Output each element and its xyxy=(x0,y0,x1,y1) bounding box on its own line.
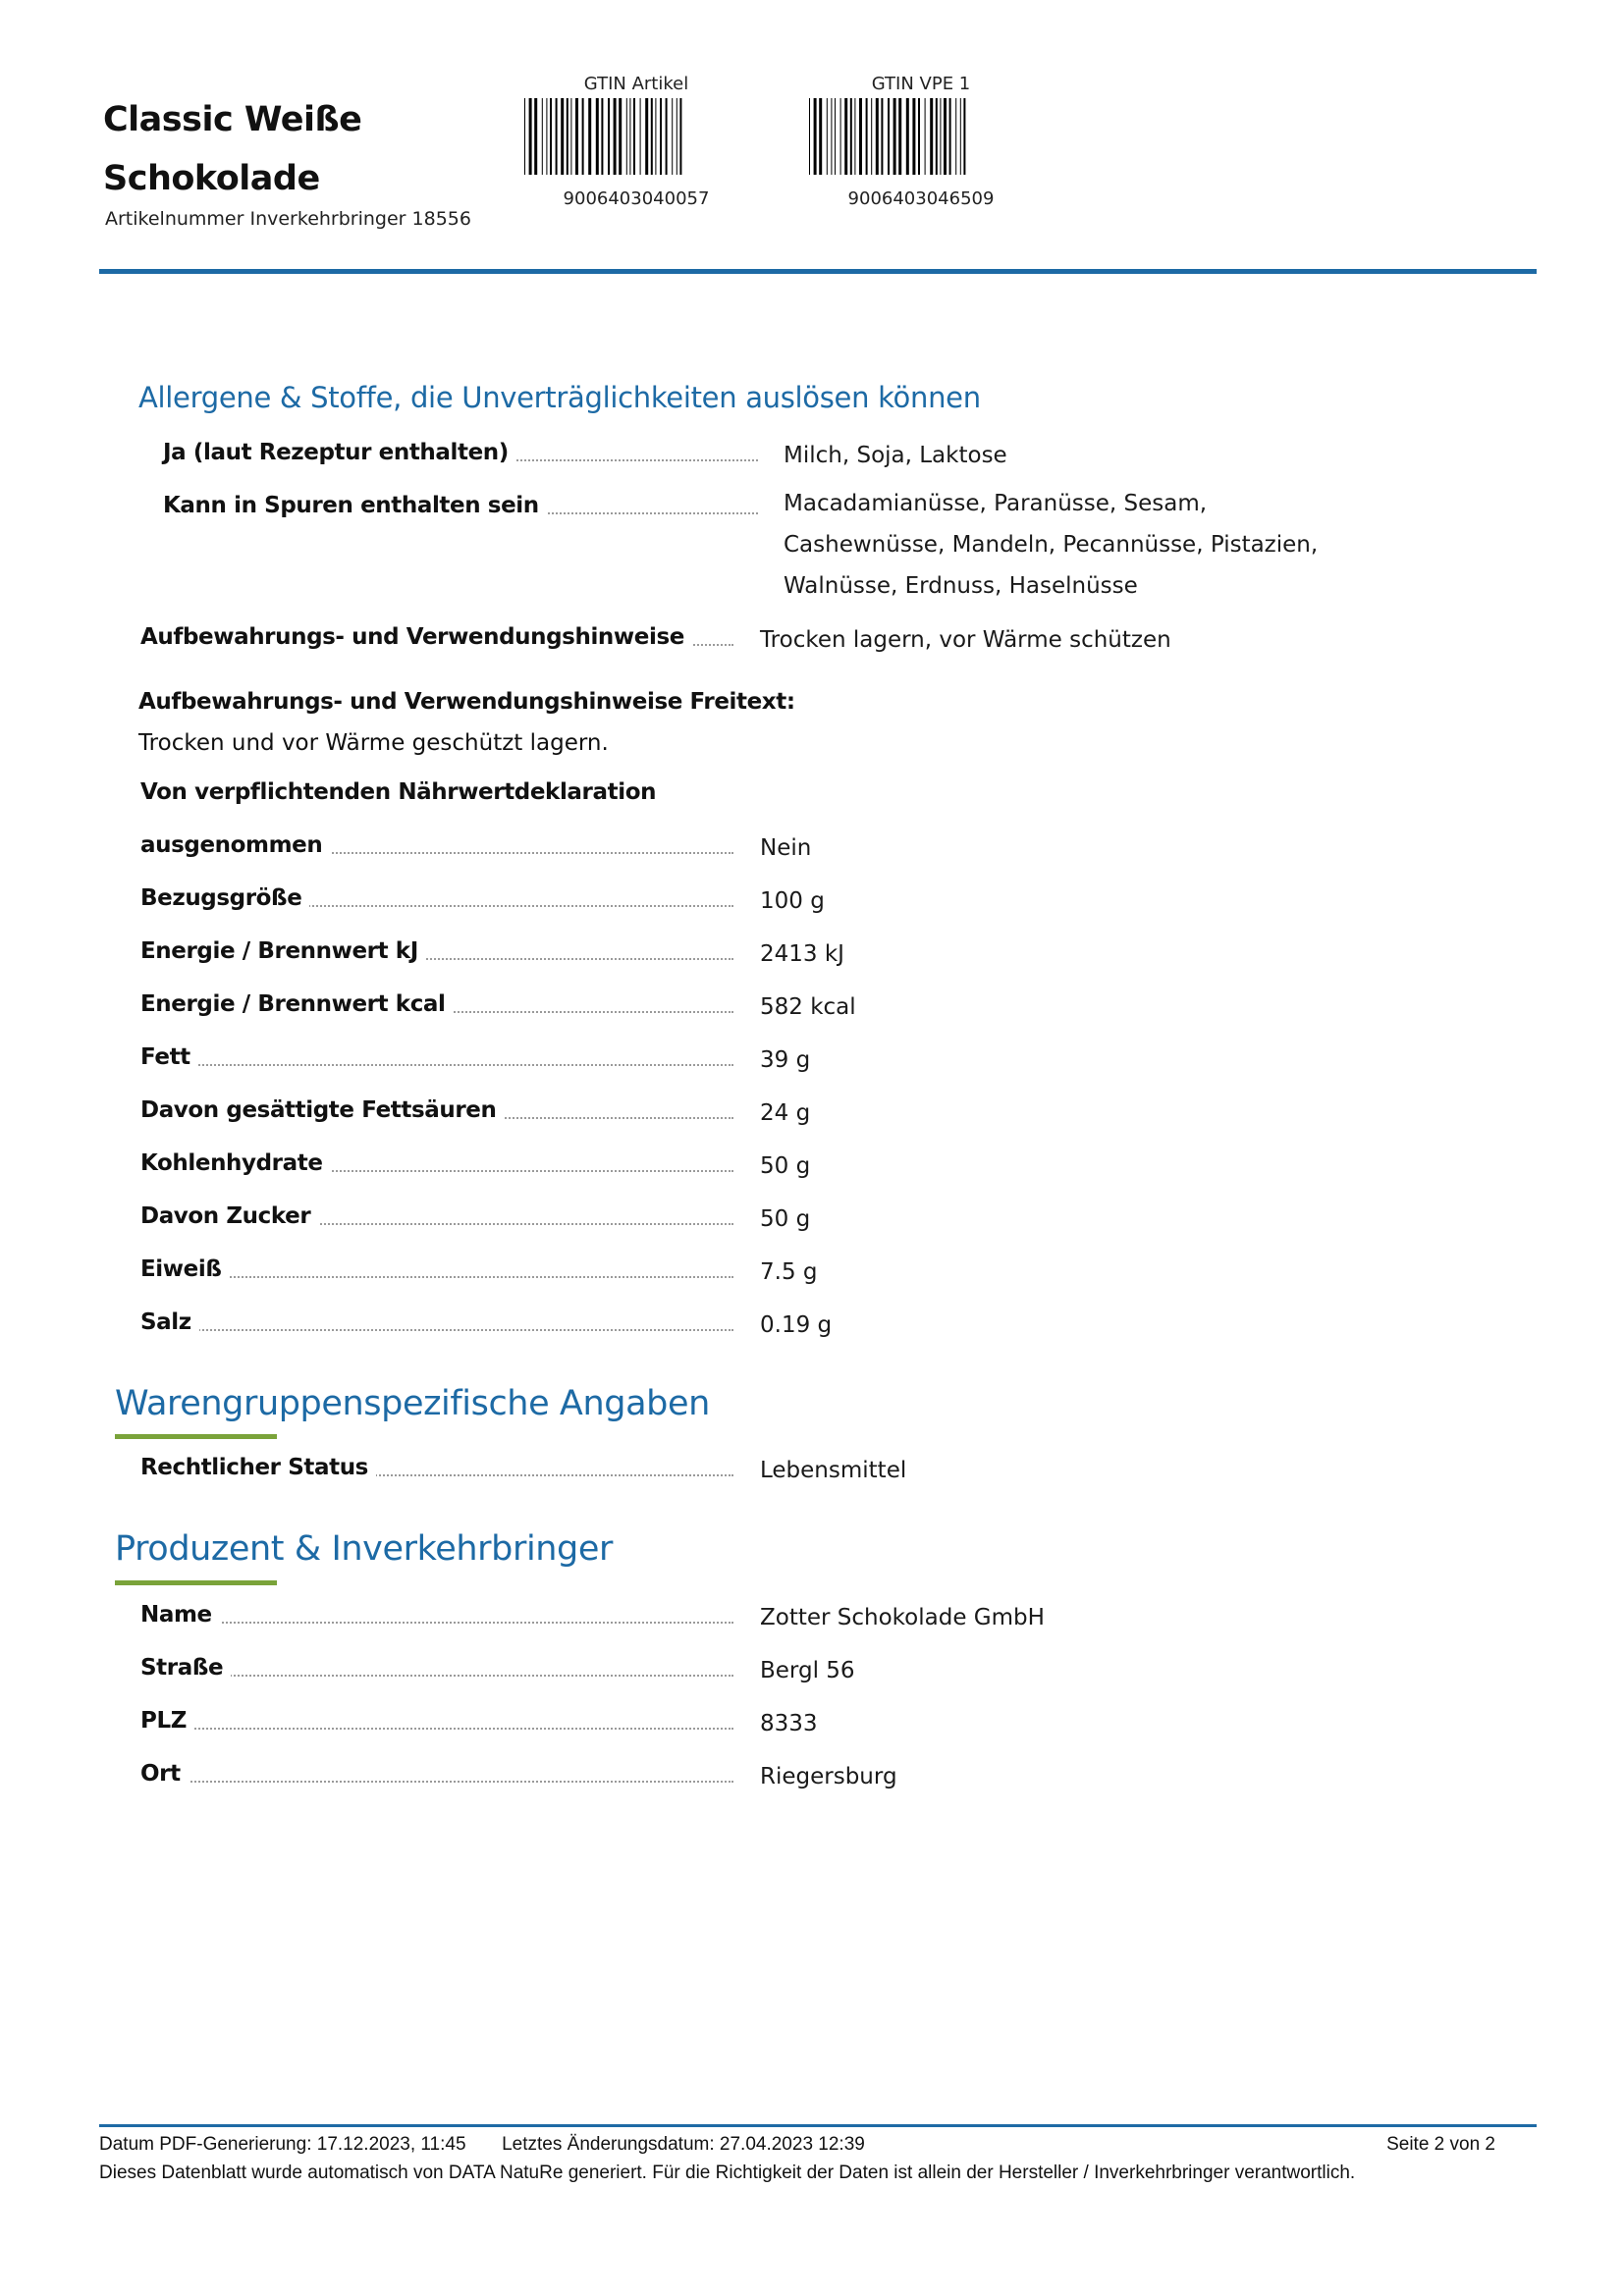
barcode-bar xyxy=(660,98,662,175)
barcode-bar xyxy=(546,98,547,175)
barcode-number: 9006403046509 xyxy=(847,188,995,209)
nutrition-value: 0.19 g xyxy=(760,1312,833,1338)
barcode-bar xyxy=(619,98,622,175)
barcode-label: GTIN VPE 1 xyxy=(871,74,971,94)
allergens-traces-value-line: Walnüsse, Erdnuss, Haselnüsse xyxy=(784,573,1138,599)
nutrition-row xyxy=(140,885,733,925)
barcode-bar xyxy=(893,98,896,175)
allergens-traces-row xyxy=(163,493,758,532)
barcode-bar xyxy=(534,98,537,175)
storage-freetext-label: Aufbewahrungs- und Verwendungshinweise Freitext: xyxy=(138,689,795,715)
nutrition-exempt-label: Von verpflichtenden Nährwertdeklaration xyxy=(140,779,657,805)
footer-page-number: Seite 2 von 2 xyxy=(1386,2134,1495,2155)
barcode-bar xyxy=(876,98,879,175)
barcode-bar xyxy=(844,98,847,175)
barcode-image xyxy=(522,98,750,175)
barcode-bar xyxy=(827,98,828,175)
footer-divider xyxy=(99,2124,1537,2127)
barcode-number: 9006403040057 xyxy=(563,188,710,209)
barcode-bar xyxy=(588,98,591,175)
barcode-bar xyxy=(898,98,901,175)
barcode-bar xyxy=(679,98,681,175)
nutrition-value: 2413 kJ xyxy=(760,941,844,967)
barcode-bar xyxy=(936,98,938,175)
article-number: Artikelnummer Inverkehrbringer 18556 xyxy=(105,208,471,230)
barcode-bar xyxy=(542,98,543,175)
barcode-bar xyxy=(850,98,852,175)
barcode-bar xyxy=(524,98,525,175)
barcode-bar xyxy=(944,98,947,175)
barcode-bar xyxy=(608,98,610,175)
nutrition-row xyxy=(140,1309,733,1349)
barcode-label: GTIN Artikel xyxy=(583,74,689,94)
nutrition-value: 582 kcal xyxy=(760,994,856,1020)
barcode-bar xyxy=(666,98,668,175)
allergens-traces-label: Kann in Spuren enthalten sein xyxy=(163,493,547,518)
product-group-heading: Warengruppenspezifische Angaben xyxy=(115,1384,710,1423)
nutrition-value: 50 g xyxy=(760,1206,811,1232)
barcode-bar xyxy=(614,98,617,175)
barcode-bar xyxy=(561,98,564,175)
barcode-bar xyxy=(881,98,883,175)
nutrition-exempt-value: Nein xyxy=(760,835,812,861)
producer-row xyxy=(140,1655,733,1694)
barcode-bar xyxy=(626,98,627,175)
barcode-bar xyxy=(949,98,951,175)
allergens-traces-value-line: Macadamianüsse, Paranüsse, Sesam, xyxy=(784,491,1208,516)
nutrition-row xyxy=(140,1097,733,1137)
storage-label: Aufbewahrungs- und Verwendungshinweise xyxy=(140,624,692,650)
allergens-contains-label: Ja (laut Rezeptur enthalten) xyxy=(163,440,516,465)
leader-dots xyxy=(140,1622,733,1624)
producer-label: Straße xyxy=(140,1655,231,1681)
nutrition-value: 24 g xyxy=(760,1100,811,1126)
product-title-line1: Classic Weiße xyxy=(103,100,362,139)
legal-status-label: Rechtlicher Status xyxy=(140,1455,376,1480)
nutrition-row xyxy=(140,1044,733,1084)
leader-dots xyxy=(140,1728,733,1730)
footer-modified: Letztes Änderungsdatum: 27.04.2023 12:39 xyxy=(502,2134,865,2155)
nutrition-label: Energie / Brennwert kJ xyxy=(140,938,426,964)
nutrition-label: Kohlenhydrate xyxy=(140,1150,331,1176)
producer-row xyxy=(140,1708,733,1747)
barcode-bar xyxy=(960,98,961,175)
barcode-bar xyxy=(596,98,599,175)
barcode-bar xyxy=(814,98,817,175)
legal-status-row xyxy=(140,1455,733,1494)
producer-value: 8333 xyxy=(760,1711,818,1736)
barcode-bar xyxy=(955,98,956,175)
footer-dates xyxy=(99,2134,865,2156)
nutrition-label: Salz xyxy=(140,1309,199,1335)
producer-underline xyxy=(115,1580,277,1585)
nutrition-label: Bezugsgröße xyxy=(140,885,309,911)
barcode-bar xyxy=(575,98,578,175)
leader-dots xyxy=(140,1329,733,1331)
barcode-bar xyxy=(582,98,584,175)
barcode-bar xyxy=(556,98,558,175)
allergens-traces-value-line: Cashewnüsse, Mandeln, Pecannüsse, Pistazien, xyxy=(784,532,1319,558)
producer-label: Ort xyxy=(140,1761,189,1787)
nutrition-value: 100 g xyxy=(760,888,825,914)
storage-value: Trocken lagern, vor Wärme schützen xyxy=(760,627,1171,653)
barcode-bar xyxy=(918,98,920,175)
barcode-bar xyxy=(930,98,933,175)
barcode-bar xyxy=(651,98,653,175)
footer-generated: Datum PDF-Generierung: 17.12.2023, 11:45 xyxy=(99,2134,466,2155)
nutrition-value: 7.5 g xyxy=(760,1259,818,1285)
producer-label: PLZ xyxy=(140,1708,194,1734)
barcode-bar xyxy=(859,98,862,175)
barcode-bar xyxy=(633,98,635,175)
barcode-bar xyxy=(925,98,926,175)
leader-dots xyxy=(140,1276,733,1278)
storage-freetext-value: Trocken und vor Wärme geschützt lagern. xyxy=(138,730,609,756)
nutrition-label: Davon Zucker xyxy=(140,1203,318,1229)
producer-row xyxy=(140,1602,733,1641)
barcode-bar xyxy=(831,98,832,175)
header-divider xyxy=(99,269,1537,274)
nutrition-row xyxy=(140,938,733,978)
product-title-line2: Schokolade xyxy=(103,159,320,198)
barcode-bar xyxy=(835,98,836,175)
producer-label: Name xyxy=(140,1602,220,1628)
barcode-bar xyxy=(529,98,532,175)
product-title xyxy=(103,90,515,208)
barcode-bar xyxy=(645,98,648,175)
allergens-traces-value xyxy=(784,483,1333,607)
barcode-bar xyxy=(912,98,915,175)
allergens-contains-value: Milch, Soja, Laktose xyxy=(784,443,1007,468)
barcode-bar xyxy=(940,98,941,175)
barcode-bar xyxy=(871,98,872,175)
barcode-gtin-vpe xyxy=(803,73,1039,209)
producer-row xyxy=(140,1761,733,1800)
barcode-image xyxy=(807,98,1035,175)
barcode-bar xyxy=(888,98,890,175)
barcode-bar xyxy=(866,98,868,175)
barcode-bar xyxy=(809,98,810,175)
nutrition-value: 39 g xyxy=(760,1047,811,1073)
barcode-bar xyxy=(854,98,855,175)
nutrition-label: Fett xyxy=(140,1044,198,1070)
footer-disclaimer: Dieses Datenblatt wurde automatisch von DATA NatuRe generiert. Für die Richtigkeit der Daten ist allein der Hersteller / Inverkehrbringer verantwortlich. xyxy=(99,2163,1356,2183)
nutrition-row xyxy=(140,1150,733,1190)
nutrition-row xyxy=(140,1256,733,1296)
barcode-bar xyxy=(819,98,822,175)
barcode-bar xyxy=(570,98,571,175)
barcode-bar xyxy=(906,98,909,175)
barcode-bar xyxy=(629,98,630,175)
barcode-gtin-article xyxy=(518,73,754,209)
barcode-bar xyxy=(601,98,603,175)
legal-status-value: Lebensmittel xyxy=(760,1458,907,1483)
nutrition-label: Davon gesättigte Fettsäuren xyxy=(140,1097,504,1123)
leader-dots xyxy=(140,1064,733,1066)
barcode-bar xyxy=(550,98,552,175)
nutrition-row xyxy=(140,1203,733,1243)
barcode-bar xyxy=(567,98,568,175)
nutrition-row xyxy=(140,991,733,1031)
producer-value: Zotter Schokolade GmbH xyxy=(760,1605,1045,1630)
barcode-bar xyxy=(640,98,641,175)
nutrition-label: Eiweiß xyxy=(140,1256,229,1282)
nutrition-exempt-label-cont: ausgenommen xyxy=(140,832,330,858)
nutrition-label: Energie / Brennwert kcal xyxy=(140,991,454,1017)
storage-row xyxy=(140,624,733,664)
nutrition-exempt-row xyxy=(140,832,733,872)
producer-value: Bergl 56 xyxy=(760,1658,855,1683)
barcode-bar xyxy=(672,98,673,175)
producer-value: Riegersburg xyxy=(760,1764,897,1789)
nutrition-value: 50 g xyxy=(760,1153,811,1179)
allergens-heading: Allergene & Stoffe, die Unverträglichkeiten auslösen können xyxy=(138,381,981,414)
producer-heading: Produzent & Inverkehrbringer xyxy=(115,1529,613,1569)
barcode-bar xyxy=(840,98,841,175)
barcode-bar xyxy=(655,98,656,175)
allergens-contains-row xyxy=(163,440,758,479)
leader-dots xyxy=(140,1781,733,1783)
barcode-bar xyxy=(963,98,965,175)
product-group-underline xyxy=(115,1434,277,1439)
